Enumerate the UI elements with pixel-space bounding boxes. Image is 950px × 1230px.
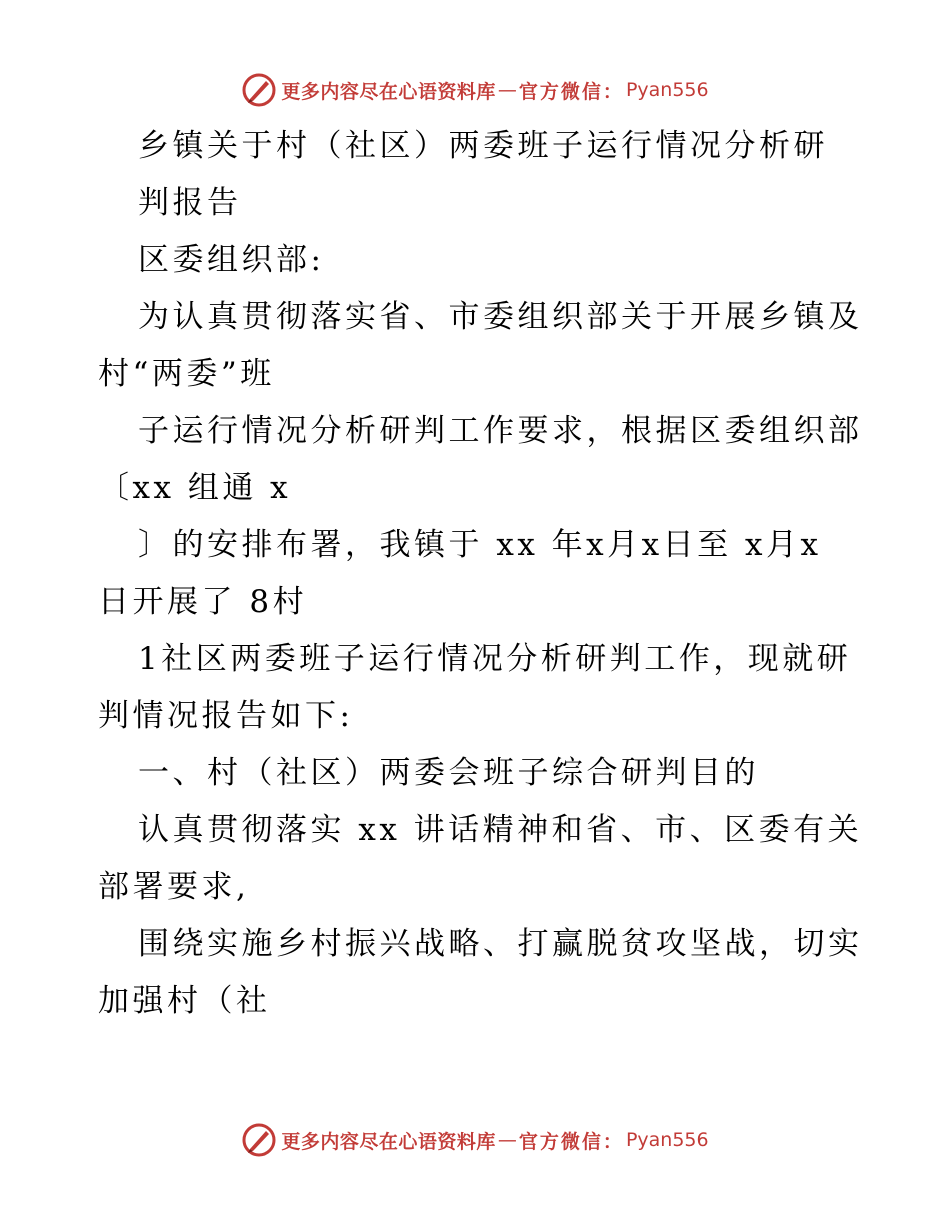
document-body bbox=[98, 118, 863, 1030]
text-line: 认真贯彻落实 xx 讲话精神和省、市、区委有关 bbox=[138, 812, 863, 848]
watermark-wechat-id: Pyan556 bbox=[625, 1129, 709, 1151]
text-line: 乡镇关于村（社区）两委班子运行情况分析研 bbox=[138, 128, 828, 164]
text-line: 一、村（社区）两委会班子综合研判目的 bbox=[138, 755, 759, 791]
text-line: 〔xx 组通 x bbox=[98, 470, 292, 506]
text-line: 判报告 bbox=[138, 185, 242, 221]
footer-watermark bbox=[0, 1120, 950, 1160]
text-line: 村“两委”班 bbox=[98, 356, 275, 392]
text-line: 加强村（社 bbox=[98, 983, 271, 1019]
text-line: 围绕实施乡村振兴战略、打赢脱贫攻坚战，切实 bbox=[138, 926, 863, 962]
pen-quill-logo-icon bbox=[241, 1122, 277, 1158]
watermark-official: 官方微信： bbox=[518, 80, 624, 103]
watermark-wechat-id: Pyan556 bbox=[625, 79, 709, 101]
watermark-text: 更多内容尽在心语资料库 bbox=[281, 1130, 496, 1153]
text-line: 子运行情况分析研判工作要求，根据区委组织部 bbox=[138, 413, 863, 449]
watermark-official: 官方微信： bbox=[518, 1130, 624, 1153]
watermark-dash: — bbox=[497, 1129, 517, 1151]
text-line: 部署要求, bbox=[98, 869, 250, 905]
pen-quill-logo-icon bbox=[241, 72, 277, 108]
watermark-text: 更多内容尽在心语资料库 bbox=[281, 80, 496, 103]
text-line: 判情况报告如下: bbox=[98, 698, 354, 734]
text-line: 区委组织部: bbox=[138, 242, 325, 278]
watermark-dash: — bbox=[497, 79, 517, 101]
text-line: 1社区两委班子运行情况分析研判工作，现就研 bbox=[138, 641, 852, 677]
header-watermark bbox=[0, 70, 950, 110]
text-line: 日开展了 8村 bbox=[98, 584, 308, 620]
text-line: 〕的安排布署，我镇于 xx 年x月x日至 x月x bbox=[138, 527, 822, 563]
text-line: 为认真贯彻落实省、市委组织部关于开展乡镇及 bbox=[138, 299, 863, 335]
